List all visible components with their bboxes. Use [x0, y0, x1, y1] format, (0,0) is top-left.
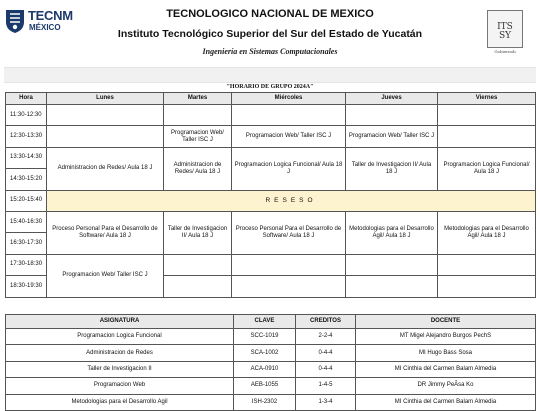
col-header-jueves: Jueves [346, 93, 438, 105]
hour-cell: 18:30-19:30 [6, 276, 47, 297]
class-cell [232, 105, 346, 126]
class-cell: Programacion Web/ Taller ISC J [47, 254, 164, 297]
hour-cell: 15:20-15:40 [6, 190, 47, 211]
class-cell: Administracion de Redes/ Aula 18 J [164, 147, 232, 190]
logo-text-mexico: MÉXICO [29, 23, 61, 32]
subject-teacher: MI Cinthia del Carmen Balam Almedia [356, 394, 536, 410]
hour-cell: 16:30-17:30 [6, 233, 47, 254]
schedule-title: "HORARIO DE GRUPO 2024A" [226, 84, 314, 90]
hour-cell: 13:30-14:30 [6, 147, 47, 168]
subject-teacher: MI Hugo Bass Sosa [356, 345, 536, 361]
recess-cell: RESESO [47, 190, 536, 211]
class-cell [232, 276, 346, 297]
subject-name: Programacion Web [6, 378, 234, 394]
class-cell: Taller de Investigacion II/ Aula 18 J [346, 147, 438, 190]
subject-row [6, 345, 536, 361]
class-cell: Proceso Personal Para el Desarrollo de Software/ Aula 18 J [232, 211, 346, 254]
class-cell: Programacion Logica Funcional/ Aula 18 J [232, 147, 346, 190]
col-header-docente: DOCENTE [356, 315, 536, 329]
class-cell [438, 105, 536, 126]
subject-teacher: MI Cinthia del Carmen Balam Almedia [356, 361, 536, 377]
col-header-creditos: CREDITOS [296, 315, 356, 329]
subject-code: AEB-1055 [234, 378, 296, 394]
class-cell [232, 254, 346, 275]
class-cell [47, 126, 164, 147]
col-header-viernes: Viernes [438, 93, 536, 105]
hour-cell: 15:40-16:30 [6, 211, 47, 232]
class-cell: Administracion de Redes/ Aula 18 J [47, 147, 164, 190]
hour-cell: 11:30-12:30 [6, 105, 47, 126]
subject-teacher: MT Migel Alejandro Burgos PechS [356, 329, 536, 345]
col-header-asignatura: ASIGNATURA [6, 315, 234, 329]
schedule-row [6, 105, 536, 126]
class-cell: Programacion Web/ Taller ISC J [232, 126, 346, 147]
class-cell: Metodologias para el Desarrollo Agil/ Aula 18 J [346, 211, 438, 254]
class-cell [164, 254, 232, 275]
subjects-table [5, 314, 536, 411]
subject-row [6, 361, 536, 377]
subject-credits: 0-4-4 [296, 345, 356, 361]
schedule-header-row [6, 93, 536, 105]
class-cell [164, 276, 232, 297]
page-title: TECNOLOGICO NACIONAL DE MEXICO [166, 8, 374, 20]
logo-text-its: ITS [497, 22, 513, 32]
class-cell: Programacion Web/ Taller ISC J [164, 126, 232, 147]
subjects-header-row [6, 315, 536, 329]
schedule-row [6, 147, 536, 168]
class-cell: Metodologias para el Desarrollo Agil/ Aula 18 J [438, 211, 536, 254]
subject-code: ISH-2302 [234, 394, 296, 410]
class-cell: Taller de Investigacion II/ Aula 18 J [164, 211, 232, 254]
class-cell: Proceso Personal Para el Desarrollo de Software/ Aula 18 J [47, 211, 164, 254]
col-header-lunes: Lunes [47, 93, 164, 105]
institute-name: Instituto Tecnológico Superior del Sur del Estado de Yucatán [117, 28, 423, 40]
schedule-row [6, 126, 536, 147]
subject-name: Metodologias para el Desarrollo Agil [6, 394, 234, 410]
subject-row [6, 329, 536, 345]
class-cell [47, 105, 164, 126]
hour-cell: 17:30-18:30 [6, 254, 47, 275]
hour-cell: 14:30-15:20 [6, 169, 47, 190]
subject-row [6, 378, 536, 394]
schedule-row [6, 190, 536, 211]
subject-row [6, 394, 536, 410]
hour-cell: 12:30-13:30 [6, 126, 47, 147]
col-header-miercoles: Miércoles [232, 93, 346, 105]
logo-text-tecnm: TECNM [28, 8, 73, 23]
class-cell: Programacion Logica Funcional/ Aula 18 J [438, 147, 536, 190]
class-cell [438, 126, 536, 147]
schedule-row [6, 211, 536, 232]
class-cell [346, 254, 438, 275]
class-cell: Programacion Web/ Taller ISC J [346, 126, 438, 147]
header-bar [4, 67, 536, 83]
subject-name: Administracion de Redes [6, 345, 234, 361]
col-header-clave: CLAVE [234, 315, 296, 329]
subject-credits: 1-4-5 [296, 378, 356, 394]
subject-name: Programacion Logica Funcional [6, 329, 234, 345]
class-cell [164, 105, 232, 126]
subject-code: SCA-1002 [234, 345, 296, 361]
subject-name: Taller de Investigacion II [6, 361, 234, 377]
logo-text-sy: SY [498, 31, 512, 41]
subject-teacher: DR Jimmy PeÃsa Ko [356, 378, 536, 394]
class-cell [438, 254, 536, 275]
logo-text-sub: Gobiernob [494, 49, 516, 54]
schedule-table [5, 92, 536, 298]
class-cell [438, 276, 536, 297]
subject-code: ACA-0910 [234, 361, 296, 377]
col-header-hora: Hora [6, 93, 47, 105]
class-cell [346, 276, 438, 297]
itssy-logo [487, 10, 523, 54]
class-cell [346, 105, 438, 126]
schedule-row [6, 254, 536, 275]
subject-credits: 1-3-4 [296, 394, 356, 410]
program-name: Ingeniería en Sistemas Computacionales [202, 47, 338, 56]
col-header-martes: Martes [164, 93, 232, 105]
subject-code: SCC-1019 [234, 329, 296, 345]
subject-credits: 0-4-4 [296, 361, 356, 377]
subject-credits: 2-2-4 [296, 329, 356, 345]
